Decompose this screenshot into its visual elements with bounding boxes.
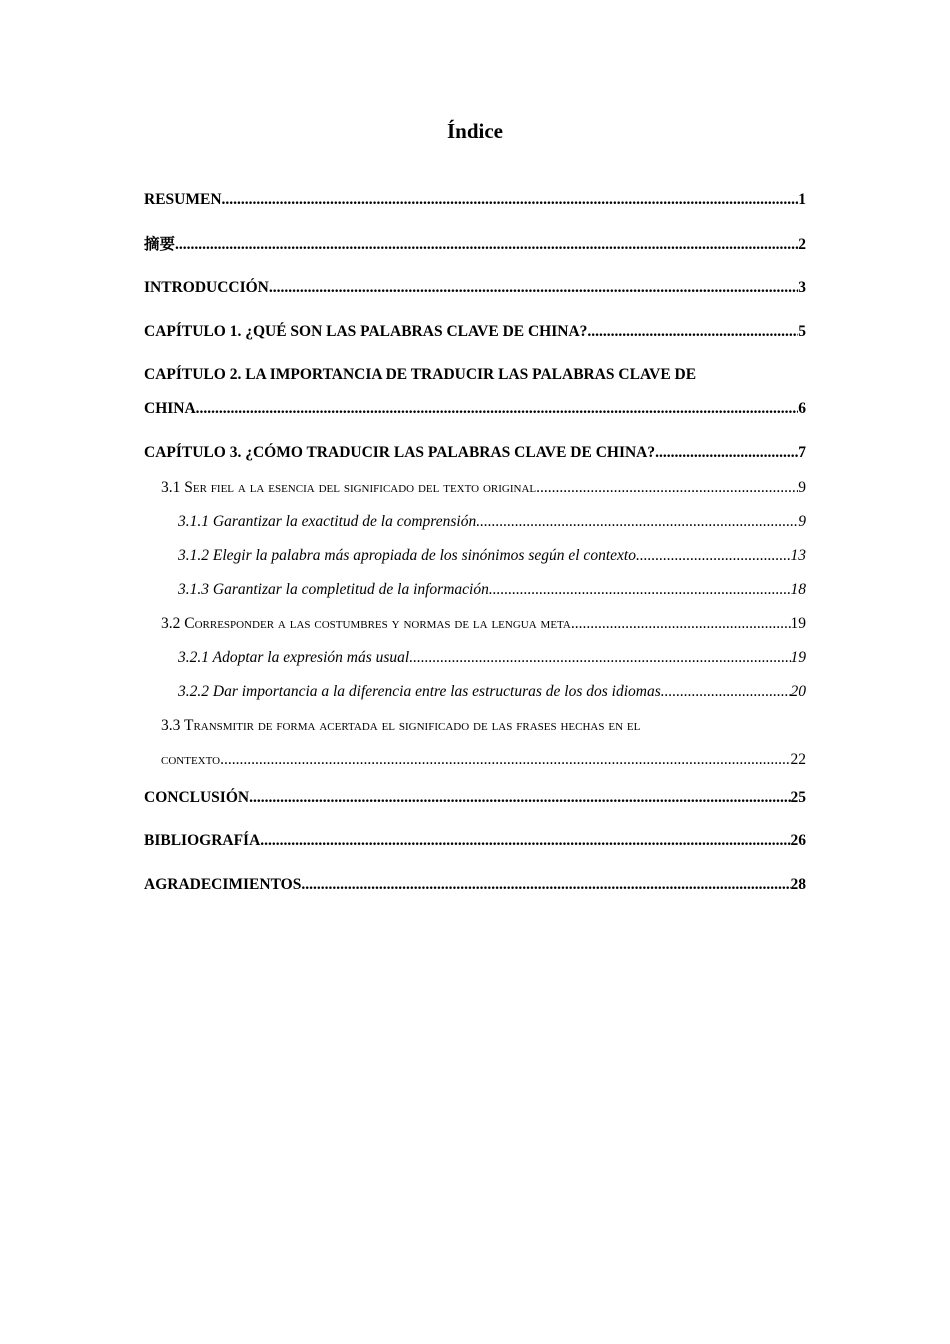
toc-page-number: 9 <box>798 478 806 496</box>
toc-page-number: 20 <box>790 682 806 700</box>
toc-entry-label: AGRADECIMIENTOS <box>144 875 302 893</box>
toc-entry-agradecimientos[interactable] <box>144 870 806 900</box>
toc-entry-label: 摘要 <box>144 234 176 253</box>
toc-entry-3-2[interactable] <box>161 611 806 637</box>
toc-page-number: 7 <box>798 443 806 461</box>
toc-entry-conclusion[interactable] <box>144 783 806 813</box>
toc-entry-label: INTRODUCCIÓN <box>144 279 269 296</box>
toc-entry-introduccion[interactable] <box>144 273 806 303</box>
toc-entry-label: CONCLUSIÓN <box>144 788 250 806</box>
toc-page-number: 2 <box>798 235 806 253</box>
toc-entry-3-1-1[interactable] <box>178 509 806 535</box>
toc-entry-3-2-2[interactable] <box>178 679 806 705</box>
toc-page-number: 1 <box>798 191 806 208</box>
dot-leader <box>301 870 790 900</box>
toc-entry-3-3[interactable] <box>161 713 806 773</box>
toc-entry-capitulo-3[interactable] <box>144 438 806 468</box>
toc-entry-capitulo-2[interactable] <box>144 360 806 424</box>
dot-leader <box>476 509 798 535</box>
dot-leader <box>269 273 798 303</box>
toc-entry-label-line2: contexto <box>161 750 221 768</box>
toc-entry-capitulo-1[interactable] <box>144 317 806 347</box>
dot-leader <box>571 611 791 637</box>
toc-entry-label: 3.1.3 Garantizar la completitud de la información <box>178 580 489 598</box>
toc-entry-bibliografia[interactable] <box>144 826 806 856</box>
toc-entry-label: 3.2.2 Dar importancia a la diferencia entre las estructuras de los dos idiomas <box>178 682 661 700</box>
toc-entry-label-line1: CAPÍTULO 2. LA IMPORTANCIA DE TRADUCIR LAS PALABRAS CLAVE DE <box>144 366 697 383</box>
dot-leader <box>587 317 798 347</box>
toc-entry-label: CAPÍTULO 1. ¿QUÉ SON LAS PALABRAS CLAVE DE CHINA? <box>144 322 588 340</box>
dot-leader <box>409 645 790 671</box>
toc-page-number: 26 <box>790 832 806 849</box>
dot-leader <box>222 185 799 215</box>
toc-page-number: 3 <box>798 279 806 296</box>
table-of-contents <box>144 185 806 913</box>
toc-entry-label-line2: CHINA <box>144 400 196 417</box>
toc-entry-label: 3.1.2 Elegir la palabra más apropiada de los sinónimos según el contexto <box>178 546 636 564</box>
toc-entry-3-1[interactable] <box>161 475 806 501</box>
dot-leader <box>249 783 790 813</box>
dot-leader <box>196 394 799 424</box>
toc-entry-label: 3.1.1 Garantizar la exactitud de la comprensión <box>178 512 477 530</box>
toc-page-number: 9 <box>798 512 806 530</box>
dot-leader <box>489 577 791 603</box>
toc-page-number: 13 <box>790 546 806 564</box>
toc-entry-label-line1: 3.3 Transmitir de forma acertada el significado de las frases hechas en el <box>161 716 641 734</box>
toc-entry-3-1-3[interactable] <box>178 577 806 603</box>
dot-leader <box>175 230 798 260</box>
dot-leader <box>536 475 798 501</box>
dot-leader <box>636 543 791 569</box>
toc-page-number: 18 <box>790 580 806 598</box>
toc-page-number: 28 <box>790 875 806 893</box>
toc-entry-3-2-1[interactable] <box>178 645 806 671</box>
dot-leader <box>260 826 790 856</box>
toc-page-number: 25 <box>790 788 806 806</box>
dot-leader <box>655 438 798 468</box>
toc-entry-label: CAPÍTULO 3. ¿CÓMO TRADUCIR LAS PALABRAS CLAVE DE CHINA? <box>144 443 656 461</box>
toc-page-number: 6 <box>798 400 806 417</box>
toc-entry-zhaiyao[interactable] <box>144 229 806 260</box>
page-title: Índice <box>446 119 503 143</box>
toc-entry-label: 3.2 Corresponder a las costumbres y normas de la lengua meta <box>161 614 571 632</box>
toc-entry-label: RESUMEN <box>144 191 222 208</box>
toc-page-number: 19 <box>790 648 806 666</box>
toc-entry-label: BIBLIOGRAFÍA <box>144 832 261 849</box>
dot-leader <box>220 747 790 773</box>
dot-leader <box>661 679 791 705</box>
toc-entry-label: 3.1 Ser fiel a la esencia del significado del texto original <box>161 478 537 496</box>
toc-entry-3-1-2[interactable] <box>178 543 806 569</box>
toc-page-number: 19 <box>790 614 806 632</box>
toc-entry-resumen[interactable] <box>144 185 806 215</box>
toc-entry-label: 3.2.1 Adoptar la expresión más usual <box>178 648 410 666</box>
toc-page-number: 22 <box>790 750 806 768</box>
toc-page-number: 5 <box>798 322 806 340</box>
